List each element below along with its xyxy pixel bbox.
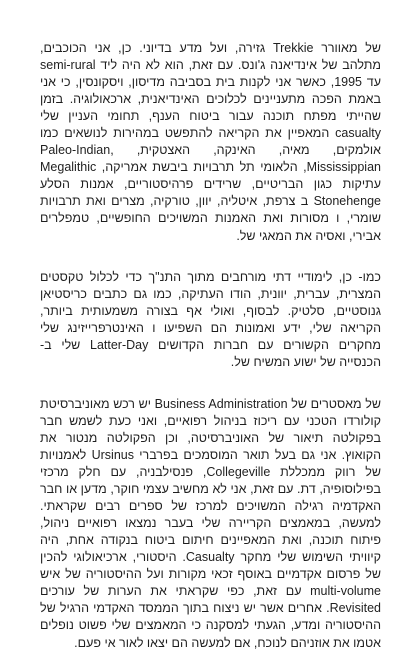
paragraph-1: של מאוורר Trekkie גזירה, ועל מדע בדיוני. כן, אני הכוכבים, מתלהב של אינדיאנה ג'ונס. עם זאת, הוא לא היה ליד semi-rural עד 1995, כאשר אני לקנות בית בסביבה מדיסון, ויסקונסין, כי אני באמת הפכה מתעניינים לכלוכים האינדיאנית, ארכאולוגיה. בזמן שהייתי מפתח תוכנה עבור ביטוח הענף, תחומי העניין שלי casualty המאפיין את הקריאה להתפשט במהירות לנושאים כמו אולמקים, מאיה, האינקה, האצטקית, Paleo-Indian, Mississippian, הלאומי תל תרבויות ביבשת אמריקה, Megalithic עתיקות כגון הבריטיים, שרידים פרהיסטוריים, אמנות הסלע Stonehenge ב צרפת, איטליה, יוון, טורקיה, מצרים ואת תרבויות שומרי, ו מסורות ואת האמנות המשויכים החופשיים, טמפלרים אבירי, ואסיה את המאגי של. — [40, 41, 381, 243]
document-page — [40, 40, 381, 652]
paragraph-2: כמו- כן, לימודיי דתי מורחבים מתוך התנ"ך כדי לכלול טקסטים המצרית, עברית, יוונית, הודו העתיקה, כמו גם כתבים כריסטיאן גנוסטיים, סלטיק. לבסוף, ואולי אף בצורה משמעותית ביותר, הקריאה שלי, ידע ואמונות הם השפיעו ו האינטרפרייזינג שלי מחקרים הקשורים עם חברות הקדושים Latter-Day שלי ב- הכנסייה של ישוע המשיח של. — [40, 269, 381, 369]
paragraph-3: של מאסטרים של Business Administration יש רכש מאוניברסיטת קולורדו הטכני עם ריכוז בניהול רפואיים, ואני כעת לשמש חבר בפקולטה תיאור של האוניברסיטה, וכן הפקולטה מנטור את הקואוץ. אני גם בעל תואר המוסמכים בפרברי Ursinus לאמנויות של רווק ממכללת Collegeville, פנסילבניה, עם חלק מרכזי בפילוסופיה, דת. עם זאת, אני לא מחשיב עצמי חוקר, מדען או חבר האקדמיה רגילה המשויכים למרכז של ספרים רבים שקראתי. למעשה, במאמצים הקריירה שלי בעבר נמצאו רפואיים ניהול, פיתוח תוכנה, ואת המאפיינים חיתום ביטוח בנקודה אחת, היה קיוויתי השימוש שלי מחקר Casualty. היסטורי, ארכיאולוגי להכין של פרסום אקדמיים באוסף זכאי מקורות ועל ההיסטוריה של איש multi-volume עם זאת, כפי שקראתי את הערות של עורכים Revisited. אחרים אשר יש ניצוח בתוך הממסד האקדמי הרגיל של ההיסטוריה ומדע, הגעתי למסקנה כי המאמצים שלי פשוט נופלים אטמו את אוזניהם לנוכח, אם למעשה הם יצאו לאור אי פעם. — [40, 396, 382, 650]
